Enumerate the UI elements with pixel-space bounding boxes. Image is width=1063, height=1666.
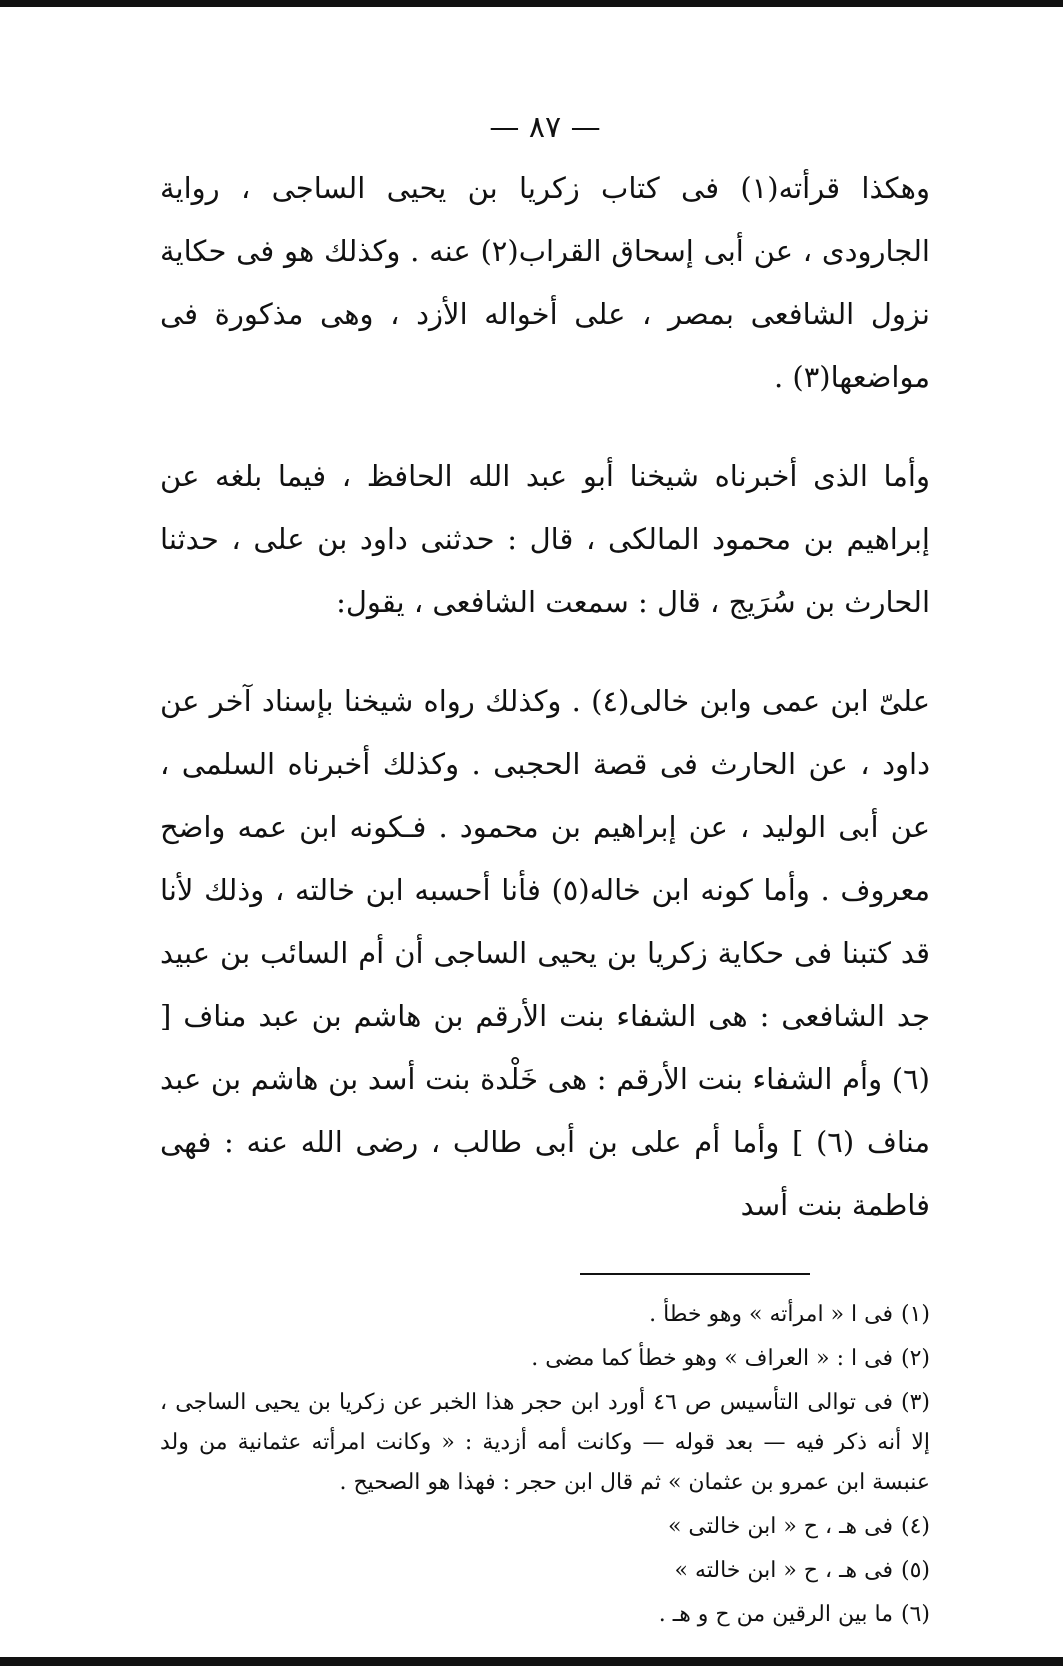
footnote-text: فى ا : « العراف » وهو خطأ كما مضى . bbox=[531, 1346, 893, 1371]
footnote-5 bbox=[160, 1551, 930, 1591]
footnote-4 bbox=[160, 1507, 930, 1547]
footnote-6 bbox=[160, 1595, 930, 1635]
footnote-1 bbox=[160, 1295, 930, 1335]
footnotes bbox=[160, 1295, 930, 1635]
footnote-text: ما بين الرقين من ح و هـ . bbox=[658, 1602, 893, 1627]
footnote-number: (٢) bbox=[900, 1346, 930, 1371]
paragraph-1: وهكذا قرأته(١) فى كتاب زكريا بن يحيى الساجى ، رواية الجارودى ، عن أبى إسحاق القراب(٢) عنه . وكذلك هو فى حكاية نزول الشافعى بمصر ، على أخواله الأزد ، وهى مذكورة فى مواضعها(٣) . bbox=[160, 171, 930, 394]
footnote-3 bbox=[160, 1383, 930, 1503]
footnote-divider bbox=[580, 1273, 810, 1275]
paragraph-3: علىّ ابن عمى وابن خالى(٤) . وكذلك رواه شيخنا بإسناد آخر عن داود ، عن الحارث فى قصة الحجبى . وكذلك أخبرناه السلمى ، عن أبى الوليد ، عن إبراهيم بن محمود . فـكونه ابن عمه واضح معروف . وأما كونه ابن خاله(٥) فأنا أحسبه ابن خالته ، وذلك لأنا قد كتبنا فى حكاية زكريا بن يحيى الساجى أن أم السائب بن عبيد جد الشافعى : هى الشفاء بنت الأرقم بن هاشم بن عبد مناف [ (٦) وأم الشفاء بنت الأرقم : هى خَلْدة بنت أسد بن هاشم بن عبد مناف (٦) ] وأما أم على بن أبى طالب ، رضى الله عنه : فهى فاطمة بنت أسد bbox=[160, 684, 931, 1222]
footnote-number: (١) bbox=[900, 1302, 930, 1327]
top-border bbox=[0, 0, 1063, 7]
footnote-text: فى ا « امرأته » وهو خطأ . bbox=[649, 1302, 893, 1327]
footnote-number: (٦) bbox=[900, 1602, 930, 1627]
footnote-number: (٣) bbox=[900, 1390, 930, 1415]
bottom-border bbox=[0, 1657, 1063, 1666]
footnote-number: (٤) bbox=[900, 1514, 930, 1539]
page bbox=[160, 110, 930, 1639]
page-number: — ٨٧ — bbox=[489, 110, 601, 145]
footnote-text: فى توالى التأسيس ص ٤٦ أورد ابن حجر هذا الخبر عن زكريا بن يحيى الساجى ، إلا أنه ذكر فيه — بعد قوله — وكانت أمه أزدية : « وكانت امرأته عثمانية من ولد عنبسة ابن عمرو بن عثمان » ثم قال ابن حجر : فهذا هو الصحيح . bbox=[160, 1390, 930, 1495]
paragraph-2: وأما الذى أخبرناه شيخنا أبو عبد الله الحافظ ، فيما بلغه عن إبراهيم بن محمود المالكى ، قال : حدثنى داود بن على ، حدثنا الحارث بن سُرَيج ، قال : سمعت الشافعى ، يقول: bbox=[160, 459, 930, 619]
footnote-number: (٥) bbox=[900, 1558, 930, 1583]
footnote-text: فى هـ ، ح « ابن خالته » bbox=[674, 1558, 893, 1583]
footnote-2 bbox=[160, 1339, 930, 1379]
footnote-text: فى هـ ، ح « ابن خالتى » bbox=[667, 1514, 893, 1539]
